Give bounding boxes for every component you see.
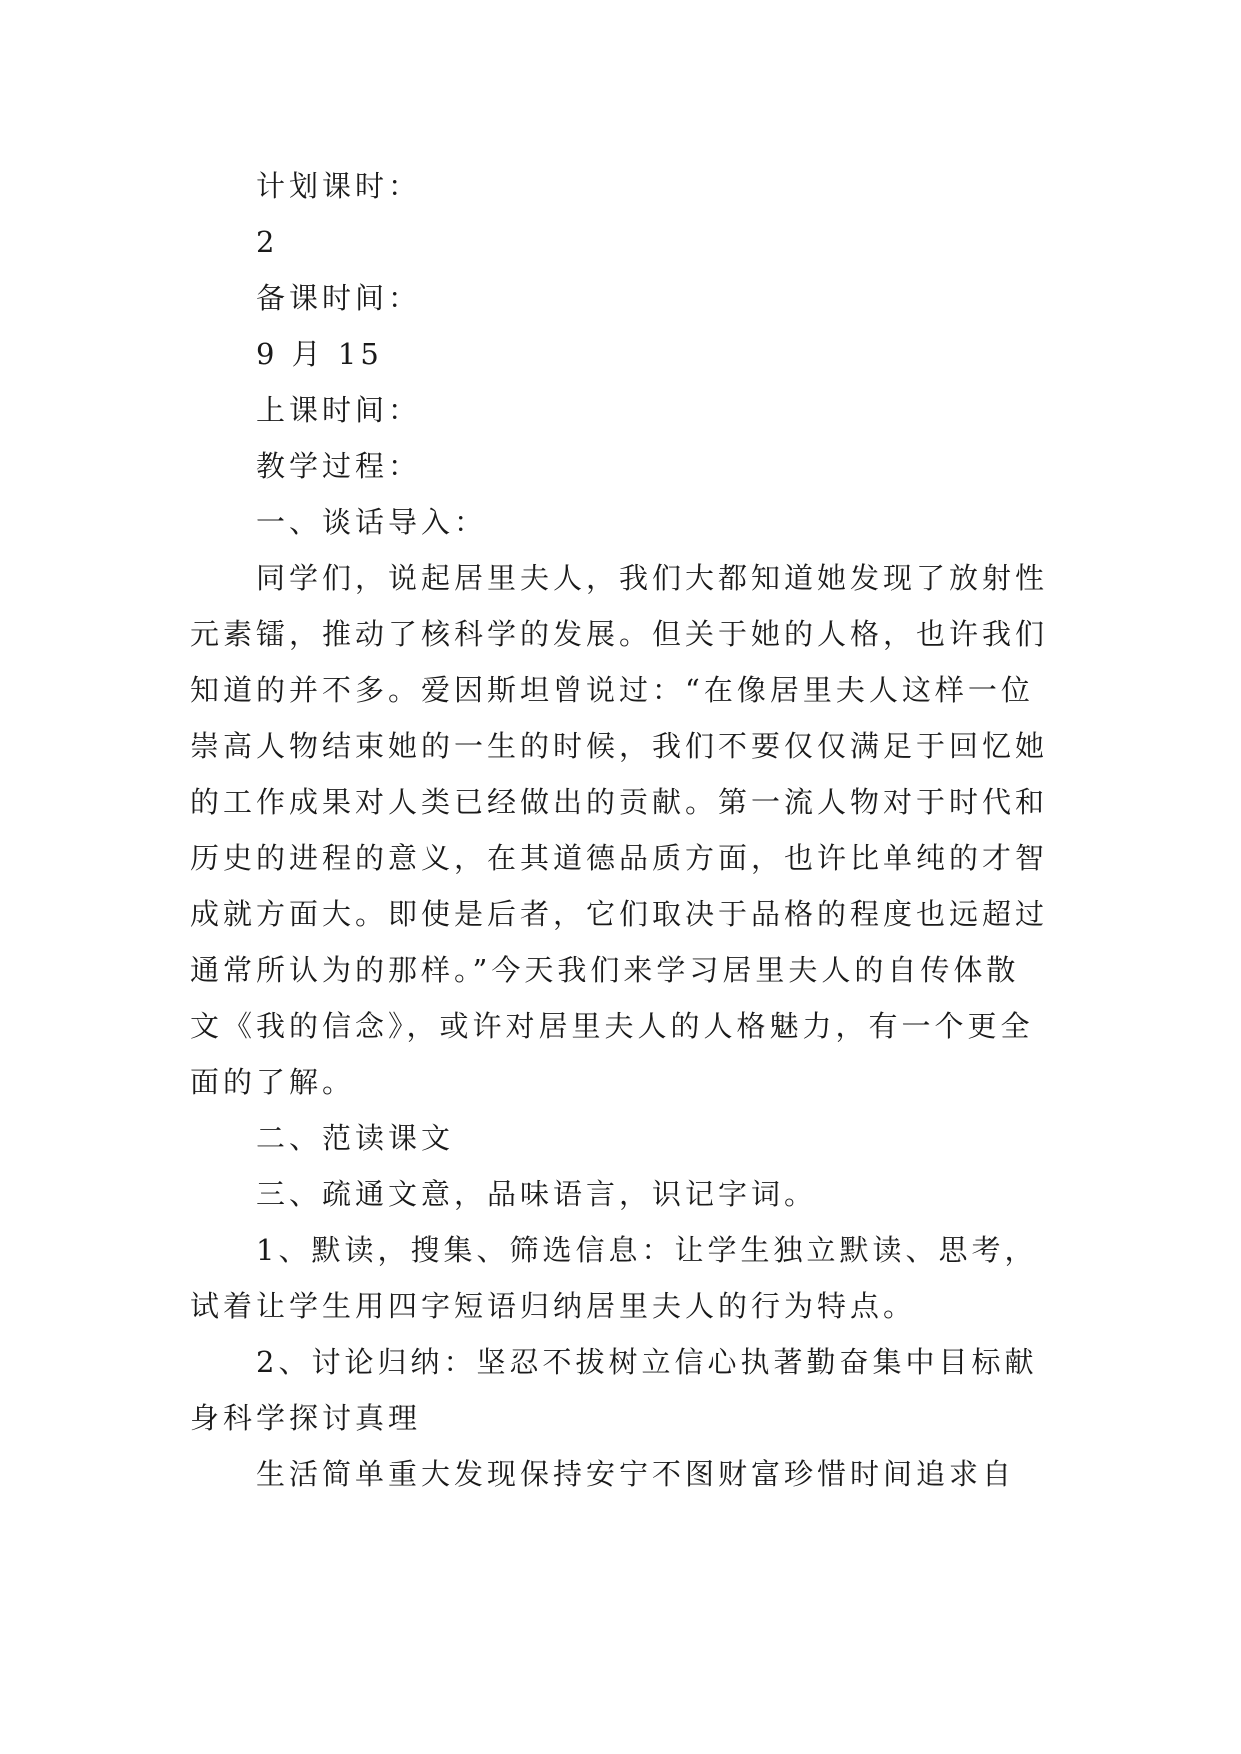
section-heading-comprehension: 三、疏通文意，品味语言，识记字词。 [256,1177,818,1211]
teaching-process-label: 教学过程： [256,449,422,483]
paragraph-line: 成就方面大。即使是后者，它们取决于品格的程度也远超过 [190,897,1049,931]
paragraph-line: 同学们，说起居里夫人，我们大都知道她发现了放射性 [256,561,1049,595]
list-item-line: 身科学探讨真理 [190,1401,422,1435]
planned-hours-label: 计划课时： [256,169,422,203]
paragraph-line: 面的了解。 [190,1065,356,1099]
paragraph-line: 的工作成果对人类已经做出的贡献。第一流人物对于时代和 [190,785,1049,819]
paragraph-line: 元素镭，推动了核科学的发展。但关于她的人格，也许我们 [190,617,1049,651]
prep-time-value: 9 月 15 [256,337,383,371]
paragraph-line: 通常所认为的那样。”今天我们来学习居里夫人的自传体散 [190,953,1020,987]
paragraph-line: 历史的进程的意义，在其道德品质方面，也许比单纯的才智 [190,841,1049,875]
section-heading-reading: 二、范读课文 [256,1121,455,1155]
list-item-line: 1、默读，搜集、筛选信息：让学生独立默读、思考， [256,1233,1038,1267]
section-heading-intro: 一、谈话导入： [256,505,488,539]
list-item-line: 2、讨论归纳：坚忍不拔树立信心执著勤奋集中目标献 [256,1345,1038,1379]
paragraph-line: 文《我的信念》，或许对居里夫人的人格魅力，有一个更全 [190,1009,1034,1043]
class-time-label: 上课时间： [256,393,422,427]
paragraph-line: 知道的并不多。爱因斯坦曾说过：“在像居里夫人这样一位 [190,673,1034,707]
prep-time-label: 备课时间： [256,281,422,315]
paragraph-line: 生活简单重大发现保持安宁不图财富珍惜时间追求自 [256,1457,1016,1491]
paragraph-line: 崇高人物结束她的一生的时候，我们不要仅仅满足于回忆她 [190,729,1049,763]
list-item-line: 试着让学生用四字短语归纳居里夫人的行为特点。 [190,1289,917,1323]
planned-hours-value: 2 [256,225,279,259]
